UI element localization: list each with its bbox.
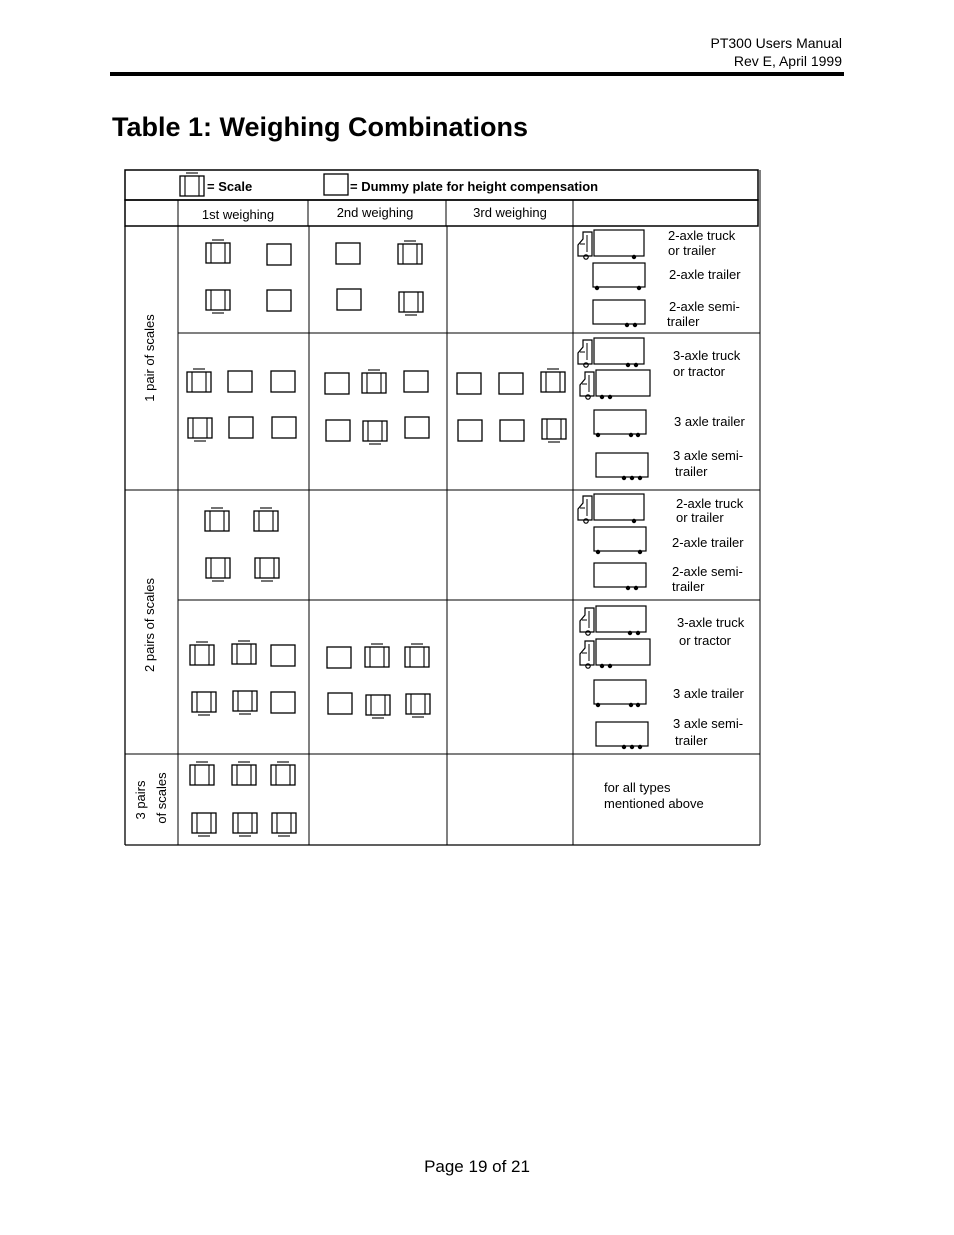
- three-axle-trailer-icon: [594, 410, 646, 437]
- tractor-icon: [580, 370, 650, 399]
- vehicle-label: 3 axle semi-: [673, 716, 744, 731]
- vehicle-label: for all types: [604, 780, 671, 795]
- scale-icon: [206, 240, 230, 263]
- scale-icon: [362, 370, 386, 393]
- two-axle-trailer-icon: [594, 527, 646, 554]
- group-label-3-pairs-line1: 3 pairs: [133, 780, 148, 820]
- scale-icon: [205, 508, 229, 531]
- scale-icon: [187, 369, 211, 392]
- vehicle-label: trailer: [667, 314, 700, 329]
- dummy-plate-icon: [271, 692, 295, 713]
- dummy-plate-icon: [326, 420, 350, 441]
- vehicle-label: 3 axle semi-: [673, 448, 744, 463]
- vehicle-label: 2-axle semi-: [669, 299, 740, 314]
- column-header-1st-weighing: 1st weighing: [201, 207, 275, 222]
- header-manual-title: PT300 Users Manual: [710, 35, 842, 51]
- vehicle-label: 3 axle trailer: [674, 414, 745, 429]
- three-axle-trailer-icon: [594, 680, 646, 707]
- vehicle-label: or tractor: [679, 633, 732, 648]
- vehicle-label: 3-axle truck: [677, 615, 745, 630]
- two-axle-truck-icon: [578, 230, 644, 259]
- dummy-plate-icon: [272, 417, 296, 438]
- scale-icon: [542, 419, 566, 442]
- tractor-icon: [580, 639, 650, 668]
- page-number: Page 19 of 21: [424, 1157, 530, 1176]
- scale-icon: [233, 813, 257, 836]
- vehicle-label: 2-axle truck: [676, 496, 744, 511]
- vehicle-label: 2-axle truck: [668, 228, 736, 243]
- header-revision: Rev E, April 1999: [733, 53, 842, 69]
- vehicle-label: 2-axle trailer: [672, 535, 744, 550]
- scale-icon: [192, 692, 216, 715]
- dummy-plate-icon: [267, 244, 291, 265]
- dummy-plate-icon: [327, 647, 351, 668]
- dummy-plate-icon: [405, 417, 429, 438]
- three-axle-truck-icon: [580, 606, 646, 635]
- group-label-1-pair: 1 pair of scales: [142, 314, 157, 402]
- scale-icon: [366, 695, 390, 718]
- legend-dummy-plate-label: = Dummy plate for height compensation: [350, 179, 599, 194]
- vehicle-label: 2-axle trailer: [669, 267, 741, 282]
- dummy-plate-icon: [458, 420, 482, 441]
- scale-icon: [365, 644, 389, 667]
- scale-icon: [190, 642, 214, 665]
- dummy-plate-icon: [271, 645, 295, 666]
- scale-icon: [271, 762, 295, 785]
- vehicle-label: trailer: [672, 579, 705, 594]
- three-axle-truck-icon: [578, 338, 644, 367]
- vehicle-label: 2-axle semi-: [672, 564, 743, 579]
- two-axle-semi-trailer-icon: [594, 563, 646, 590]
- three-axle-semi-trailer-icon: [596, 722, 648, 749]
- scale-icon: [192, 813, 216, 836]
- vehicle-label: 3 axle trailer: [673, 686, 744, 701]
- column-header-2nd-weighing: 2nd weighing: [336, 205, 414, 220]
- scale-icon: [541, 369, 565, 392]
- two-axle-semi-trailer-icon: [593, 300, 645, 327]
- scale-icon: [232, 762, 256, 785]
- scale-icon: [399, 292, 423, 315]
- vehicle-label: or trailer: [676, 510, 724, 525]
- dummy-plate-icon: [228, 371, 252, 392]
- three-axle-semi-trailer-icon: [596, 453, 648, 480]
- scale-icon: [406, 694, 430, 717]
- dummy-plate-icon: [337, 289, 361, 310]
- dummy-plate-icon: [328, 693, 352, 714]
- dummy-plate-icon: [336, 243, 360, 264]
- dummy-plate-icon: [229, 417, 253, 438]
- dummy-plate-icon: [404, 371, 428, 392]
- group-label-3-pairs-line2: of scales: [154, 772, 169, 824]
- page-title: Table 1: Weighing Combinations: [112, 112, 529, 142]
- scale-icon: [363, 421, 387, 444]
- scale-icon: [255, 558, 279, 581]
- legend-dummy-plate-icon: [324, 174, 348, 195]
- dummy-plate-icon: [500, 420, 524, 441]
- group-label-2-pairs: 2 pairs of scales: [142, 578, 157, 672]
- dummy-plate-icon: [325, 373, 349, 394]
- vehicle-label: mentioned above: [604, 796, 704, 811]
- dummy-plate-icon: [499, 373, 523, 394]
- scale-icon: [272, 813, 296, 836]
- two-axle-truck-icon: [578, 494, 644, 523]
- scale-icon: [254, 508, 278, 531]
- scale-icon: [206, 558, 230, 581]
- scale-icon: [188, 418, 212, 441]
- legend-scale-label: = Scale: [207, 179, 253, 194]
- vehicle-label: or tractor: [673, 364, 726, 379]
- scale-icon: [405, 644, 429, 667]
- scale-icon: [206, 290, 230, 313]
- scale-icon: [190, 762, 214, 785]
- column-header-3rd-weighing: 3rd weighing: [473, 205, 547, 220]
- scale-icon: [233, 691, 257, 714]
- scale-icon: [398, 241, 422, 264]
- vehicle-label: or trailer: [668, 243, 716, 258]
- vehicle-label: trailer: [675, 733, 708, 748]
- dummy-plate-icon: [271, 371, 295, 392]
- dummy-plate-icon: [457, 373, 481, 394]
- dummy-plate-icon: [267, 290, 291, 311]
- two-axle-trailer-icon: [593, 263, 645, 290]
- legend-scale-icon: [180, 173, 204, 196]
- vehicle-label: 3-axle truck: [673, 348, 741, 363]
- scale-icon: [232, 641, 256, 664]
- vehicle-label: trailer: [675, 464, 708, 479]
